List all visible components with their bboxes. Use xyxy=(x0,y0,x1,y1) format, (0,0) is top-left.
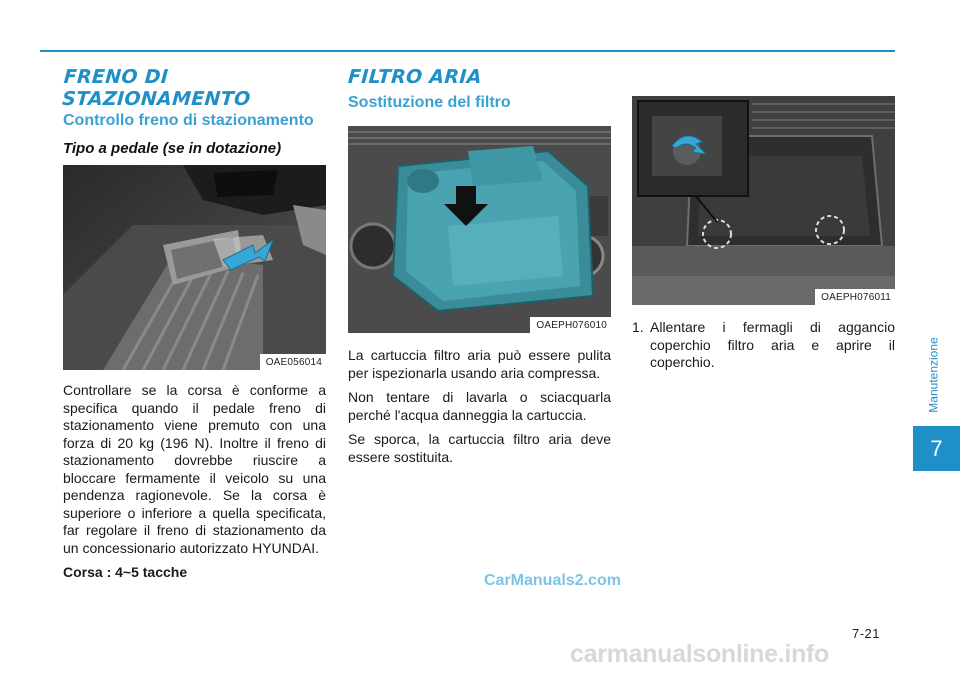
image-code: OAEPH076010 xyxy=(530,317,611,333)
subsection-title-filter-replacement: Sostituzione del filtro xyxy=(348,94,511,111)
chapter-side-label xyxy=(924,320,944,430)
header-rule xyxy=(40,50,895,52)
pedal-type-heading: Tipo a pedale (se in dotazione) xyxy=(63,140,282,157)
filter-clips-illustration xyxy=(632,96,895,305)
image-code: OAEPH076011 xyxy=(815,289,895,305)
subsection-title-brake-check: Controllo freno di stazionamento xyxy=(63,112,314,129)
watermark-bottom[interactable]: carmanualsonline.info xyxy=(570,640,830,668)
parking-brake-pedal-photo xyxy=(63,165,326,370)
section-title-parking-brake: FRENO DI STAZIONAMENTO xyxy=(61,66,252,110)
brake-check-paragraph: Controllare se la corsa è conforme a specifica quando il pedale freno di stazionamento viene premuto con una forza di 20 kg (196 N). Inoltre il freno di stazionamento dovrebbe riuscire a bloccare fermamente il veicolo su una pendenza ragionevole. Se la corsa è superiore o inferiore a quella specificata, far regolare il freno di stazionamento da un concessionario autorizzato HYUNDAI. xyxy=(63,382,326,556)
step-number: 1. xyxy=(632,319,644,335)
stroke-spec: Corsa : 4~5 tacche xyxy=(63,564,188,580)
step-1 xyxy=(632,319,895,372)
chapter-label-text: Manutenzione xyxy=(927,337,942,413)
filter-paragraph-3: Se sporca, la cartuccia filtro aria deve essere sostituita. xyxy=(348,431,611,465)
step-text: Allentare i fermagli di aggancio coperchio filtro aria e aprire il coperchio. xyxy=(650,319,895,370)
engine-bay-illustration xyxy=(348,126,611,333)
brake-check-text xyxy=(63,382,326,582)
filter-paragraph-1: La cartuccia filtro aria può essere pulita per ispezionarla usando aria compressa. xyxy=(348,347,611,381)
chapter-number-tab: 7 xyxy=(913,426,960,471)
image-code: OAE056014 xyxy=(260,354,326,370)
column-air-filter xyxy=(348,66,611,473)
filter-paragraph-2: Non tentare di lavarla o sciacquarla perché l'acqua danneggia la cartuccia. xyxy=(348,389,611,423)
column-parking-brake xyxy=(63,66,326,589)
filter-text xyxy=(348,347,611,466)
pedal-illustration xyxy=(63,165,326,370)
air-filter-housing-photo xyxy=(348,126,611,333)
column-filter-steps xyxy=(632,96,895,372)
page-number: 7-21 xyxy=(852,626,881,641)
filter-clips-photo xyxy=(632,96,895,305)
watermark-top[interactable]: CarManuals2.com xyxy=(484,572,621,589)
section-title-air-filter: FILTRO ARIA xyxy=(347,66,483,88)
